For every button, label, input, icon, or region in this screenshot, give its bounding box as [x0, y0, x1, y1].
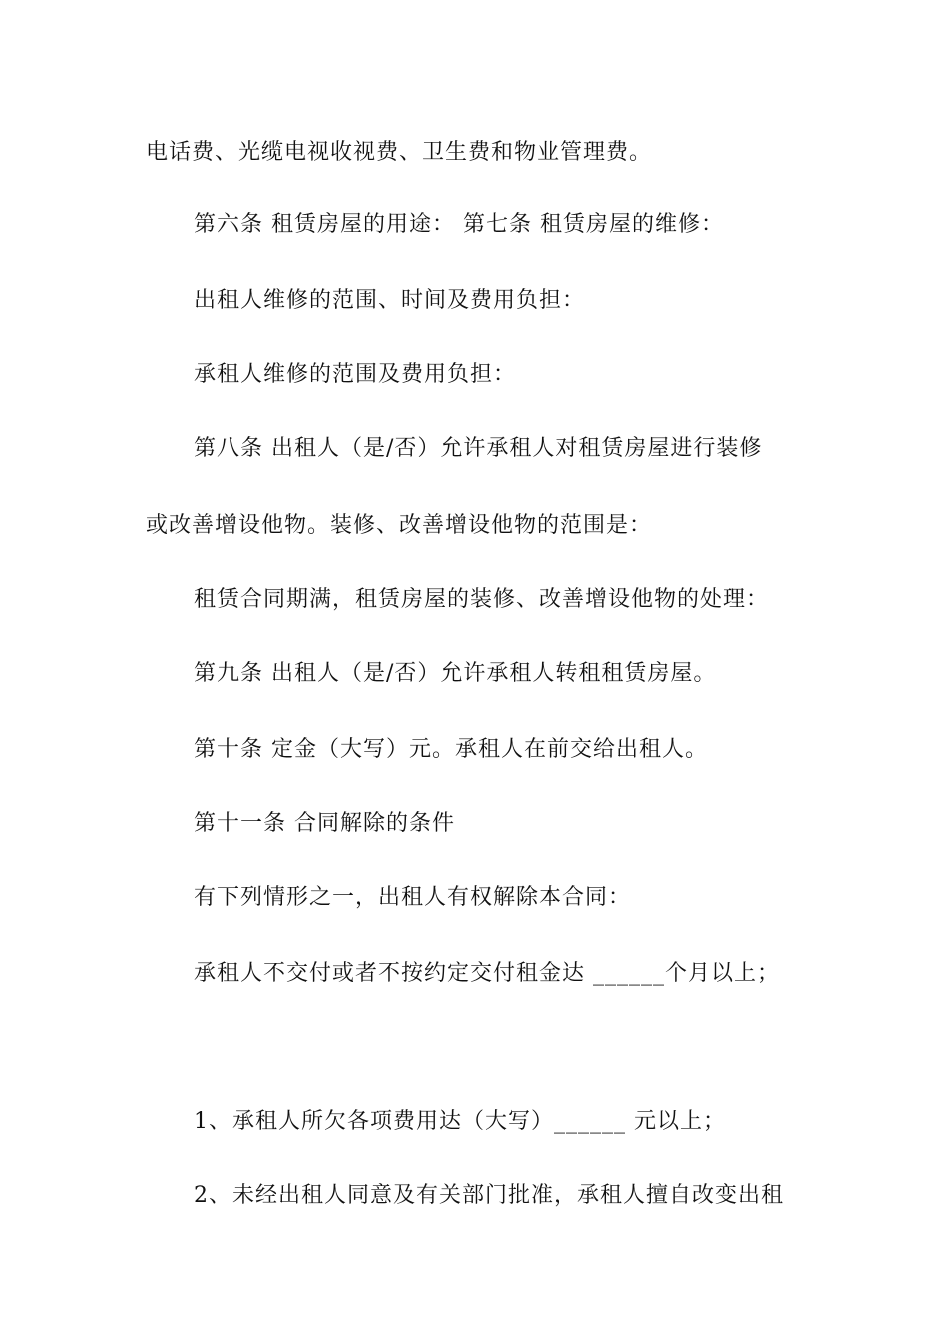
text-line-11: 有下列情形之一，出租人有权解除本合同：	[194, 885, 632, 910]
text-line-1: 电话费、光缆电视收视费、卫生费和物业管理费。	[146, 140, 653, 165]
text-line-13: 1、承租人所欠各项费用达（大写）______ 元以上；	[194, 1109, 726, 1134]
text-line-6: 或改善增设他物。装修、改善增设他物的范围是：	[146, 513, 653, 538]
text-line-2: 第六条 租赁房屋的用途： 第七条 租赁房屋的维修：	[194, 212, 724, 237]
text-line-7: 租赁合同期满，租赁房屋的装修、改善增设他物的处理：	[194, 587, 770, 612]
text-line-14: 2、未经出租人同意及有关部门批准，承租人擅自改变出租	[194, 1183, 784, 1208]
text-line-4: 承租人维修的范围及费用负担：	[194, 362, 517, 387]
text-line-10: 第十一条 合同解除的条件	[194, 811, 455, 836]
text-line-12: 承租人不交付或者不按约定交付租金达 ______个月以上；	[194, 961, 780, 986]
text-line-9: 第十条 定金（大写）元。承租人在前交给出租人。	[194, 737, 708, 762]
text-line-3: 出租人维修的范围、时间及费用负担：	[194, 288, 586, 313]
text-line-5: 第八条 出租人（是/否）允许承租人对租赁房屋进行装修	[194, 436, 763, 461]
text-line-8: 第九条 出租人（是/否）允许承租人转租租赁房屋。	[194, 661, 717, 686]
